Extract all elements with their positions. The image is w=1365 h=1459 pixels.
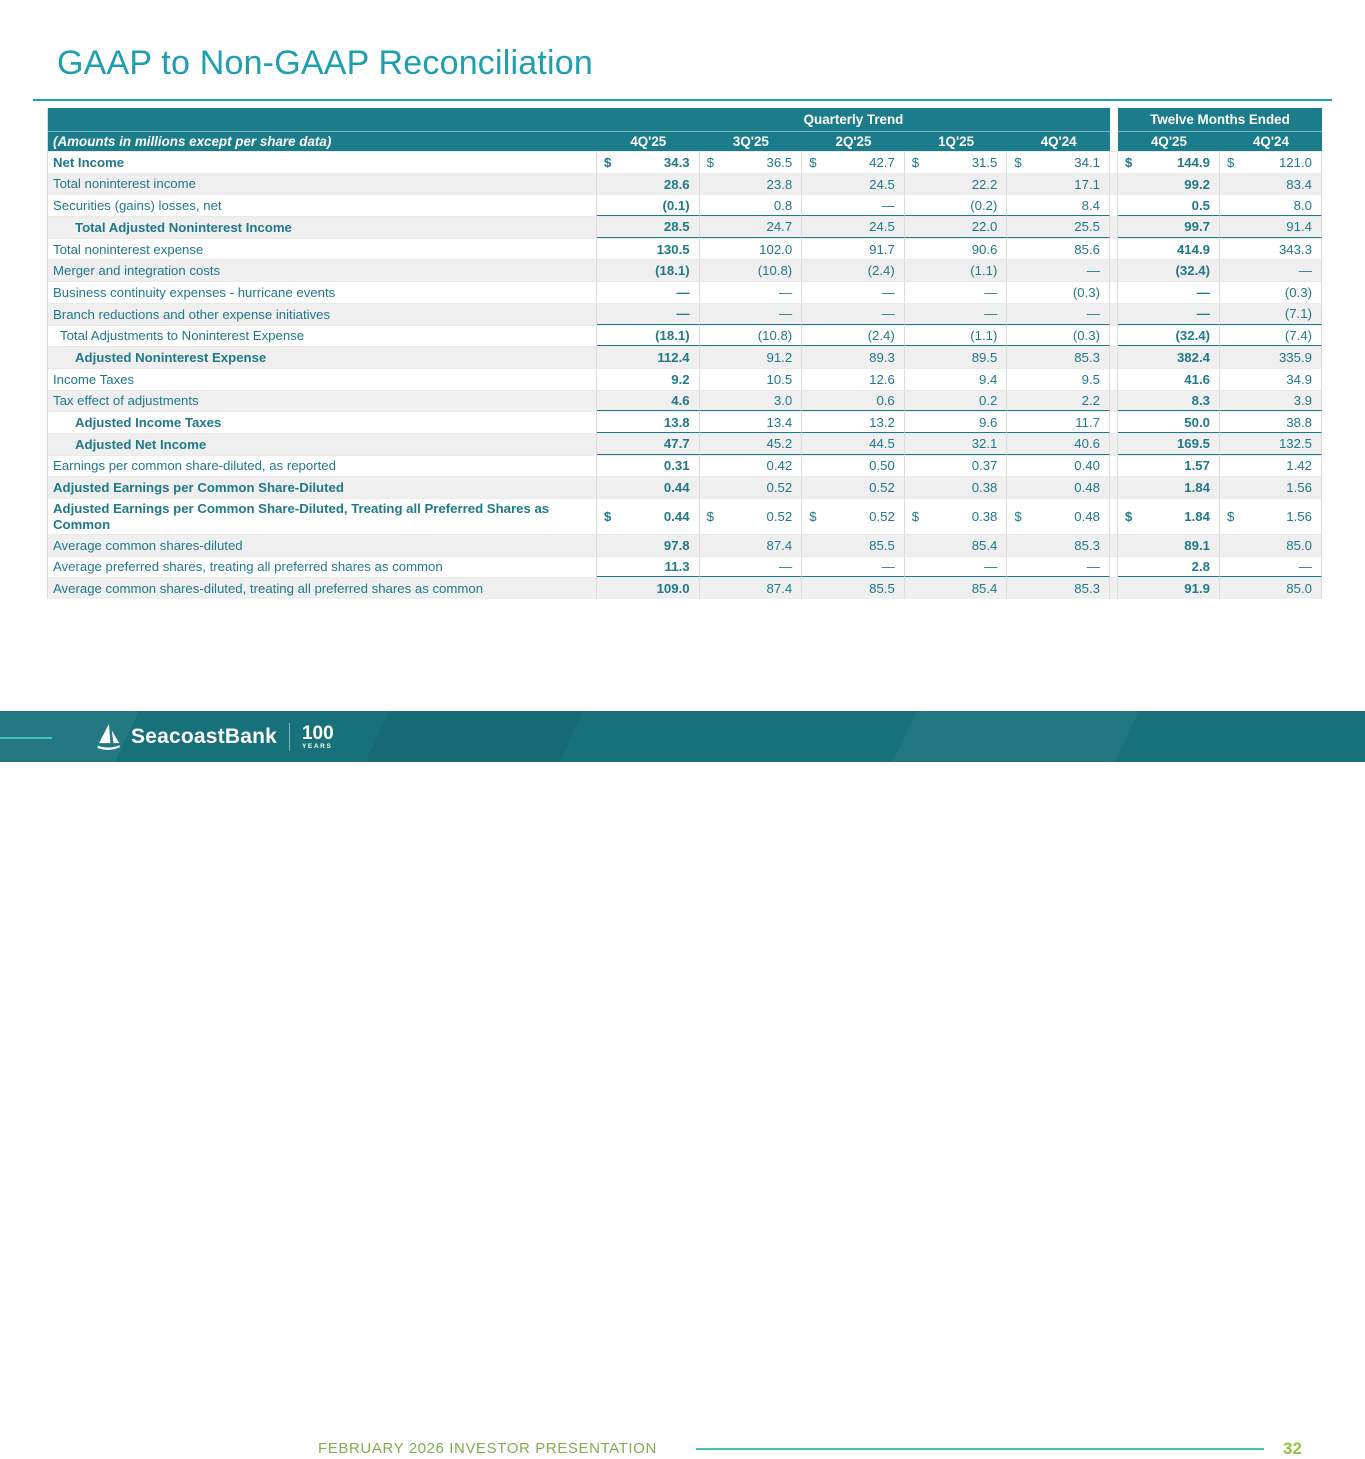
row-label: Earnings per common share-diluted, as reported xyxy=(48,455,597,477)
cell-value: (18.1) xyxy=(597,325,700,347)
cell-value: 24.7 xyxy=(700,216,803,238)
column-gap xyxy=(1110,238,1118,260)
footer-right-line xyxy=(696,1448,1264,1450)
cell-value: 44.5 xyxy=(802,433,905,455)
cell-value: 0.2 xyxy=(905,390,1008,412)
cell-value: — xyxy=(905,303,1008,325)
cell-value: 169.5 xyxy=(1118,433,1220,455)
cell-value: 8.3 xyxy=(1118,390,1220,412)
cell-value: 91.4 xyxy=(1220,216,1322,238)
hundred-years-badge xyxy=(302,724,334,751)
cell-value: (7.1) xyxy=(1220,303,1322,325)
cell-value: — xyxy=(1220,259,1322,281)
seacoast-logo xyxy=(93,719,334,755)
column-gap xyxy=(1110,173,1118,195)
cell-value: $ 0.52 xyxy=(802,498,905,534)
reconciliation-table xyxy=(47,108,1323,599)
cell-value: 0.37 xyxy=(905,455,1008,477)
cell-value: 0.44 xyxy=(597,476,700,498)
cell-value: 47.7 xyxy=(597,433,700,455)
column-gap xyxy=(1110,151,1118,173)
column-header-q1: 4Q'25 xyxy=(597,131,700,151)
cell-value: 1.56 xyxy=(1220,476,1322,498)
cell-value: 22.0 xyxy=(905,216,1008,238)
cell-value: 10.5 xyxy=(700,368,803,390)
header-gap xyxy=(1110,131,1118,151)
cell-value: — xyxy=(1007,556,1110,578)
cell-value: 83.4 xyxy=(1220,173,1322,195)
cell-value: 9.5 xyxy=(1007,368,1110,390)
cell-value: 109.0 xyxy=(597,577,700,599)
column-header-q5: 4Q'24 xyxy=(1007,131,1110,151)
cell-value: 414.9 xyxy=(1118,238,1220,260)
cell-value: $ 121.0 xyxy=(1220,151,1322,173)
cell-value: $ 1.56 xyxy=(1220,498,1322,534)
cell-value: $ 0.44 xyxy=(597,498,700,534)
cell-value: 99.7 xyxy=(1118,216,1220,238)
cell-value: 0.6 xyxy=(802,390,905,412)
cell-value: 38.8 xyxy=(1220,411,1322,433)
cell-value: 85.0 xyxy=(1220,577,1322,599)
cell-value: — xyxy=(1220,556,1322,578)
column-header-q3: 2Q'25 xyxy=(802,131,905,151)
column-gap xyxy=(1110,455,1118,477)
cell-value: 91.2 xyxy=(700,346,803,368)
table-row xyxy=(48,368,1323,390)
group-header-spacer xyxy=(48,108,597,131)
cell-value: 112.4 xyxy=(597,346,700,368)
row-label: Business continuity expenses - hurricane events xyxy=(48,281,597,303)
cell-value: — xyxy=(700,281,803,303)
cell-value: (7.4) xyxy=(1220,325,1322,347)
table-body xyxy=(48,151,1323,599)
cell-value: $ 42.7 xyxy=(802,151,905,173)
cell-value: 41.6 xyxy=(1118,368,1220,390)
cell-value: (0.3) xyxy=(1220,281,1322,303)
cell-value: 85.5 xyxy=(802,577,905,599)
cell-value: — xyxy=(597,281,700,303)
column-gap xyxy=(1110,534,1118,556)
cell-value: $ 34.3 xyxy=(597,151,700,173)
cell-value: — xyxy=(802,194,905,216)
column-gap xyxy=(1110,476,1118,498)
cell-value: $ 0.38 xyxy=(905,498,1008,534)
cell-value: 11.3 xyxy=(597,556,700,578)
footer-left-line xyxy=(0,737,52,739)
cell-value: 0.8 xyxy=(700,194,803,216)
column-gap xyxy=(1110,194,1118,216)
row-label: Branch reductions and other expense initiatives xyxy=(48,303,597,325)
cell-value: 34.9 xyxy=(1220,368,1322,390)
column-header-tm1: 4Q'25 xyxy=(1118,131,1220,151)
cell-value: 85.4 xyxy=(905,577,1008,599)
cell-value: $ 0.48 xyxy=(1007,498,1110,534)
table-row xyxy=(48,238,1323,260)
cell-value: 87.4 xyxy=(700,577,803,599)
cell-value: (32.4) xyxy=(1118,259,1220,281)
cell-value: 24.5 xyxy=(802,216,905,238)
cell-value: 13.8 xyxy=(597,411,700,433)
row-label: Securities (gains) losses, net xyxy=(48,194,597,216)
cell-value: 382.4 xyxy=(1118,346,1220,368)
title-divider xyxy=(33,99,1332,101)
cell-value: (18.1) xyxy=(597,259,700,281)
cell-value: 97.8 xyxy=(597,534,700,556)
cell-value: — xyxy=(1007,303,1110,325)
table-column-header-row xyxy=(48,131,1323,151)
row-label: Average common shares-diluted xyxy=(48,534,597,556)
cell-value: 17.1 xyxy=(1007,173,1110,195)
cell-value: 343.3 xyxy=(1220,238,1322,260)
cell-value: 4.6 xyxy=(597,390,700,412)
row-label: Total Adjusted Noninterest Income xyxy=(48,216,597,238)
row-label: Merger and integration costs xyxy=(48,259,597,281)
column-gap xyxy=(1110,577,1118,599)
column-gap xyxy=(1110,303,1118,325)
cell-value: (32.4) xyxy=(1118,325,1220,347)
cell-value: 91.7 xyxy=(802,238,905,260)
column-gap xyxy=(1110,368,1118,390)
cell-value: 132.5 xyxy=(1220,433,1322,455)
column-gap xyxy=(1110,390,1118,412)
row-label: Total Adjustments to Noninterest Expense xyxy=(48,325,597,347)
cell-value: 13.2 xyxy=(802,411,905,433)
cell-value: 89.1 xyxy=(1118,534,1220,556)
cell-value: 9.2 xyxy=(597,368,700,390)
cell-value: 9.4 xyxy=(905,368,1008,390)
cell-value: — xyxy=(1007,259,1110,281)
cell-value: 11.7 xyxy=(1007,411,1110,433)
cell-value: 85.3 xyxy=(1007,346,1110,368)
cell-value: $ 0.52 xyxy=(700,498,803,534)
cell-value: $ 1.84 xyxy=(1118,498,1220,534)
header-gap xyxy=(1110,108,1118,131)
column-gap xyxy=(1110,281,1118,303)
table-row xyxy=(48,455,1323,477)
cell-value: — xyxy=(802,556,905,578)
column-gap xyxy=(1110,433,1118,455)
cell-value: $ 36.5 xyxy=(700,151,803,173)
cell-value: (1.1) xyxy=(905,259,1008,281)
cell-value: — xyxy=(1118,281,1220,303)
cell-value: 3.0 xyxy=(700,390,803,412)
cell-value: 24.5 xyxy=(802,173,905,195)
cell-value: — xyxy=(700,556,803,578)
cell-value: 0.31 xyxy=(597,455,700,477)
cell-value: — xyxy=(802,303,905,325)
table-row xyxy=(48,346,1323,368)
column-gap xyxy=(1110,498,1118,534)
row-label: Adjusted Earnings per Common Share-Diluted xyxy=(48,476,597,498)
cell-value: 3.9 xyxy=(1220,390,1322,412)
brand-name: SeacoastBank xyxy=(131,725,277,748)
cell-value: 1.84 xyxy=(1118,476,1220,498)
cell-value: 85.6 xyxy=(1007,238,1110,260)
row-label: Total noninterest income xyxy=(48,173,597,195)
table-row xyxy=(48,577,1323,599)
row-label: Adjusted Income Taxes xyxy=(48,411,597,433)
cell-value: 0.38 xyxy=(905,476,1008,498)
cell-value: 25.5 xyxy=(1007,216,1110,238)
row-label: Adjusted Earnings per Common Share-Diluted, Treating all Preferred Shares as Common xyxy=(48,498,597,534)
table-row xyxy=(48,556,1323,578)
cell-value: 0.50 xyxy=(802,455,905,477)
column-gap xyxy=(1110,325,1118,347)
cell-value: (0.1) xyxy=(597,194,700,216)
cell-value: 9.6 xyxy=(905,411,1008,433)
table-row xyxy=(48,151,1323,173)
years-label: YEARS xyxy=(301,742,333,750)
page-title: GAAP to Non-GAAP Reconciliation xyxy=(57,44,593,82)
table-row xyxy=(48,476,1323,498)
table-row xyxy=(48,281,1323,303)
table-row xyxy=(48,259,1323,281)
cell-value: 85.0 xyxy=(1220,534,1322,556)
cell-value: — xyxy=(597,303,700,325)
years-number: 100 xyxy=(301,722,334,744)
cell-value: (0.2) xyxy=(905,194,1008,216)
table-row xyxy=(48,390,1323,412)
cell-value: 0.40 xyxy=(1007,455,1110,477)
logo-divider xyxy=(289,723,290,751)
cell-value: 89.5 xyxy=(905,346,1008,368)
cell-value: 1.57 xyxy=(1118,455,1220,477)
column-header-q4: 1Q'25 xyxy=(905,131,1008,151)
cell-value: — xyxy=(802,281,905,303)
quarterly-trend-header: Quarterly Trend xyxy=(597,108,1110,131)
cell-value: $ 34.1 xyxy=(1007,151,1110,173)
cell-value: 1.42 xyxy=(1220,455,1322,477)
cell-value: 87.4 xyxy=(700,534,803,556)
cell-value: $ 144.9 xyxy=(1118,151,1220,173)
table-row xyxy=(48,216,1323,238)
row-label: Average common shares-diluted, treating all preferred shares as common xyxy=(48,577,597,599)
row-label: Adjusted Noninterest Expense xyxy=(48,346,597,368)
column-header-q2: 3Q'25 xyxy=(700,131,803,151)
cell-value: 0.42 xyxy=(700,455,803,477)
table-row xyxy=(48,433,1323,455)
cell-value: 91.9 xyxy=(1118,577,1220,599)
cell-value: 50.0 xyxy=(1118,411,1220,433)
row-label: Average preferred shares, treating all preferred shares as common xyxy=(48,556,597,578)
cell-value: 85.3 xyxy=(1007,577,1110,599)
cell-value: 89.3 xyxy=(802,346,905,368)
cell-value: 85.3 xyxy=(1007,534,1110,556)
sail-icon xyxy=(93,721,123,753)
cell-value: 2.8 xyxy=(1118,556,1220,578)
cell-value: 85.5 xyxy=(802,534,905,556)
cell-value: (2.4) xyxy=(802,325,905,347)
cell-value: 130.5 xyxy=(597,238,700,260)
row-label: Tax effect of adjustments xyxy=(48,390,597,412)
cell-value: (10.8) xyxy=(700,259,803,281)
row-label: Net Income xyxy=(48,151,597,173)
cell-value: 12.6 xyxy=(802,368,905,390)
table-row xyxy=(48,498,1323,534)
amounts-note: (Amounts in millions except per share data) xyxy=(48,131,597,151)
row-label: Total noninterest expense xyxy=(48,238,597,260)
row-label: Adjusted Net Income xyxy=(48,433,597,455)
cell-value: 0.52 xyxy=(700,476,803,498)
cell-value: 335.9 xyxy=(1220,346,1322,368)
cell-value: — xyxy=(905,556,1008,578)
cell-value: (0.3) xyxy=(1007,281,1110,303)
cell-value: — xyxy=(1118,303,1220,325)
cell-value: 23.8 xyxy=(700,173,803,195)
cell-value: 99.2 xyxy=(1118,173,1220,195)
cell-value: 0.5 xyxy=(1118,194,1220,216)
footer xyxy=(0,711,1365,1458)
table-row xyxy=(48,325,1323,347)
table-row xyxy=(48,534,1323,556)
table-row xyxy=(48,303,1323,325)
cell-value: 45.2 xyxy=(700,433,803,455)
cell-value: 8.4 xyxy=(1007,194,1110,216)
cell-value: 8.0 xyxy=(1220,194,1322,216)
cell-value: — xyxy=(905,281,1008,303)
column-gap xyxy=(1110,216,1118,238)
cell-value: 13.4 xyxy=(700,411,803,433)
cell-value: 85.4 xyxy=(905,534,1008,556)
cell-value: (0.3) xyxy=(1007,325,1110,347)
cell-value: (1.1) xyxy=(905,325,1008,347)
cell-value: (10.8) xyxy=(700,325,803,347)
table-row xyxy=(48,194,1323,216)
table-row xyxy=(48,173,1323,195)
column-gap xyxy=(1110,259,1118,281)
presentation-label: FEBRUARY 2026 INVESTOR PRESENTATION xyxy=(318,1440,657,1457)
column-header-tm2: 4Q'24 xyxy=(1220,131,1322,151)
page-number: 32 xyxy=(1283,1439,1302,1458)
column-gap xyxy=(1110,556,1118,578)
cell-value: 2.2 xyxy=(1007,390,1110,412)
cell-value: $ 31.5 xyxy=(905,151,1008,173)
cell-value: 32.1 xyxy=(905,433,1008,455)
row-label: Income Taxes xyxy=(48,368,597,390)
cell-value: 40.6 xyxy=(1007,433,1110,455)
cell-value: 90.6 xyxy=(905,238,1008,260)
twelve-months-header: Twelve Months Ended xyxy=(1118,108,1322,131)
cell-value: 28.5 xyxy=(597,216,700,238)
column-gap xyxy=(1110,411,1118,433)
table-group-header-row xyxy=(48,108,1323,131)
cell-value: 28.6 xyxy=(597,173,700,195)
cell-value: (2.4) xyxy=(802,259,905,281)
cell-value: 0.48 xyxy=(1007,476,1110,498)
cell-value: — xyxy=(700,303,803,325)
cell-value: 0.52 xyxy=(802,476,905,498)
cell-value: 22.2 xyxy=(905,173,1008,195)
table-row xyxy=(48,411,1323,433)
column-gap xyxy=(1110,346,1118,368)
cell-value: 102.0 xyxy=(700,238,803,260)
